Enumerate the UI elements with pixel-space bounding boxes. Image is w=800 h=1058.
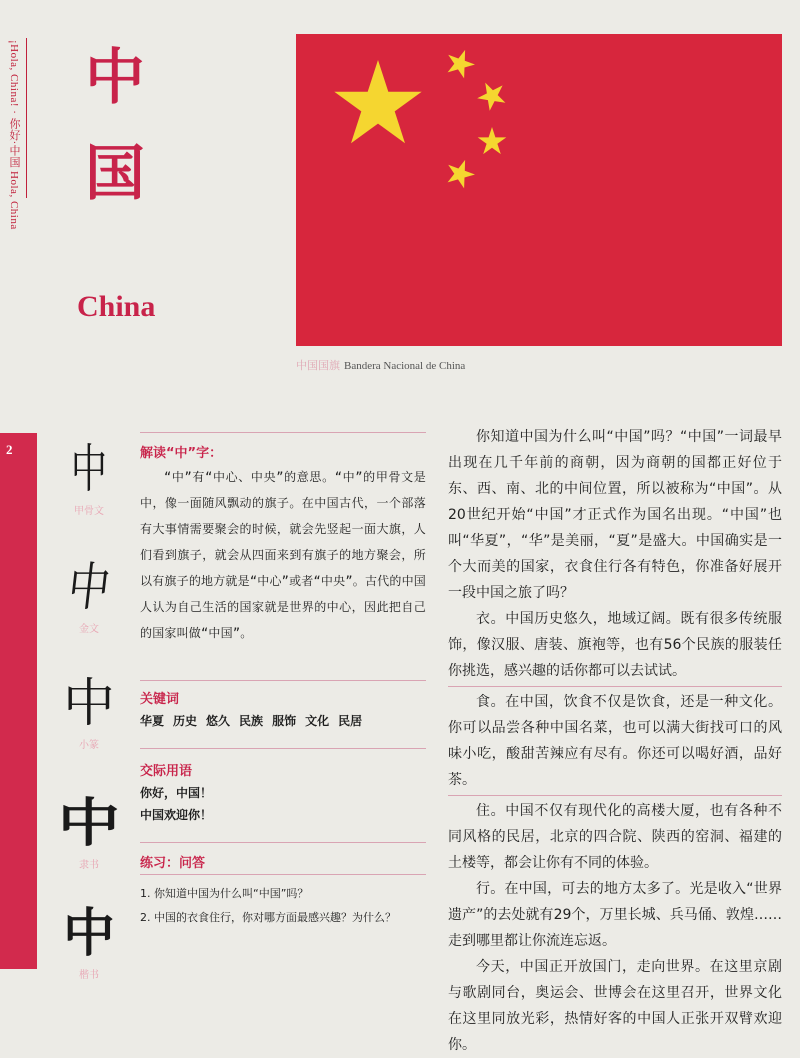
keywords-list (140, 712, 426, 729)
article-paragraph: 行。在中国，可去的地方太多了。光是收入“世界遗产”的去处就有29个，万里长城、兵马俑、敦煌……走到哪里都让你流连忘返。 (448, 881, 782, 949)
exercise-questions (140, 882, 426, 930)
china-flag-image (296, 34, 782, 346)
keyword: 文化 (305, 714, 330, 728)
page-title-en: China (77, 290, 156, 323)
glyph-small-seal (44, 672, 134, 751)
section-divider (140, 432, 426, 433)
phrase: 中国欢迎你！ (140, 808, 213, 822)
section-divider (140, 874, 426, 875)
flag-caption-es: Bandera Nacional de China (344, 360, 466, 372)
article-divider (448, 795, 782, 796)
page-number: 2 (6, 442, 13, 457)
article-paragraph: 今天，中国正开放国门，走向世界。在这里京剧与歌剧同台，奥运会、世博会在这里召开，世界文化在这里同放光彩，热情好客的中国人正张开双臂欢迎你。 (448, 959, 782, 1053)
glyph-clerical-char: 中 (57, 794, 121, 854)
section-divider (140, 680, 426, 681)
article-paragraph: 你知道中国为什么叫“中国”吗？“中国”一词最早出现在几千年前的商朝，因为商朝的国都正好位于东、西、南、北的中间位置，所以被称为“中国”。从20世纪开始“中国”才正式作为国名出现。“中国”也叫“华夏”，“华”是美丽，“夏”是盛大。中国确实是一个大而美的国家，衣食住行各有特色，你准备好展开一段中国之旅了吗？ (448, 429, 782, 601)
keyword: 历史 (173, 714, 198, 728)
article-paragraph: 衣。中国历史悠久，地域辽阔。既有很多传统服饰，像汉服、唐装、旗袍等，也有56个民族的服装任你挑选，感兴趣的话你都可以去试试。 (448, 611, 782, 679)
keyword: 服饰 (272, 714, 297, 728)
glyph-regular (44, 902, 134, 981)
red-margin-band (0, 433, 37, 969)
phrases-heading: 交际用语 (140, 764, 193, 779)
flag-caption (296, 357, 465, 373)
keywords-heading: 关键词 (140, 692, 180, 707)
question: 1. 你知道中国为什么叫“中国”吗？ (140, 887, 309, 900)
question: 2. 中国的衣食住行，你对哪方面最感兴趣？为什么？ (140, 911, 396, 924)
phrases-list (140, 782, 426, 826)
glyph-regular-char: 中 (62, 903, 115, 964)
keyword: 民族 (239, 714, 264, 728)
page-title-cn (70, 30, 160, 222)
glyph-label: 隶书 (79, 860, 99, 871)
glyph-label: 小篆 (79, 740, 99, 751)
article-paragraph: 住。中国不仅有现代化的高楼大厦，也有各种不同风格的民居，北京的四合院、陕西的窑洞、福建的土楼等，都会让你有不同的体验。 (448, 803, 782, 871)
article-paragraph: 食。在中国，饮食不仅是饮食，还是一种文化。你可以品尝各种中国名菜，也可以满大街找可口的风味小吃，酸甜苦辣应有尽有。你还可以喝好酒，品好茶。 (448, 694, 782, 788)
header-rule (26, 38, 27, 198)
interpret-text (140, 464, 426, 646)
section-divider (140, 842, 426, 843)
glyph-bronze (44, 556, 134, 635)
title-char-guo: 国 (85, 139, 145, 209)
title-char-zhong: 中 (85, 43, 145, 113)
glyph-oracle-bone-char: 中 (70, 440, 108, 500)
interpret-paragraph: “中”有“中心、中央”的意思。“中”的甲骨文是中，像一面随风飘动的旗子。在中国古代，一个部落有大事情需要聚会的时候，就会先竖起一面大旗，人们看到旗子，就会从四面来到有旗子的地方聚会，所以有旗子的地方就是“中心”或者“中央”。古代的中国人认为自己生活的国家就是世界的中心，因此把自己的国家叫做“中国”。 (140, 470, 426, 640)
article-divider (448, 686, 782, 687)
interpret-heading: 解读“中”字： (140, 446, 223, 461)
glyph-label: 甲骨文 (74, 506, 104, 517)
glyph-small-seal-char: 中 (62, 674, 115, 734)
exercise-heading: 练习：问答 (140, 856, 206, 871)
keyword: 华夏 (140, 714, 165, 728)
glyph-oracle-bone (44, 438, 134, 517)
flag-caption-cn: 中国国旗 (296, 360, 340, 372)
glyph-bronze-char: 中 (64, 558, 114, 618)
glyph-clerical (44, 792, 134, 871)
section-divider (140, 748, 426, 749)
keyword: 民居 (338, 714, 363, 728)
keyword: 悠久 (206, 714, 231, 728)
glyph-label: 楷书 (79, 970, 99, 981)
glyph-label: 金文 (79, 624, 99, 635)
phrase: 你好，中国！ (140, 786, 213, 800)
running-header: ¡Hola, China! · 你好·中国 Hola, China (8, 40, 20, 230)
article (448, 424, 782, 1058)
